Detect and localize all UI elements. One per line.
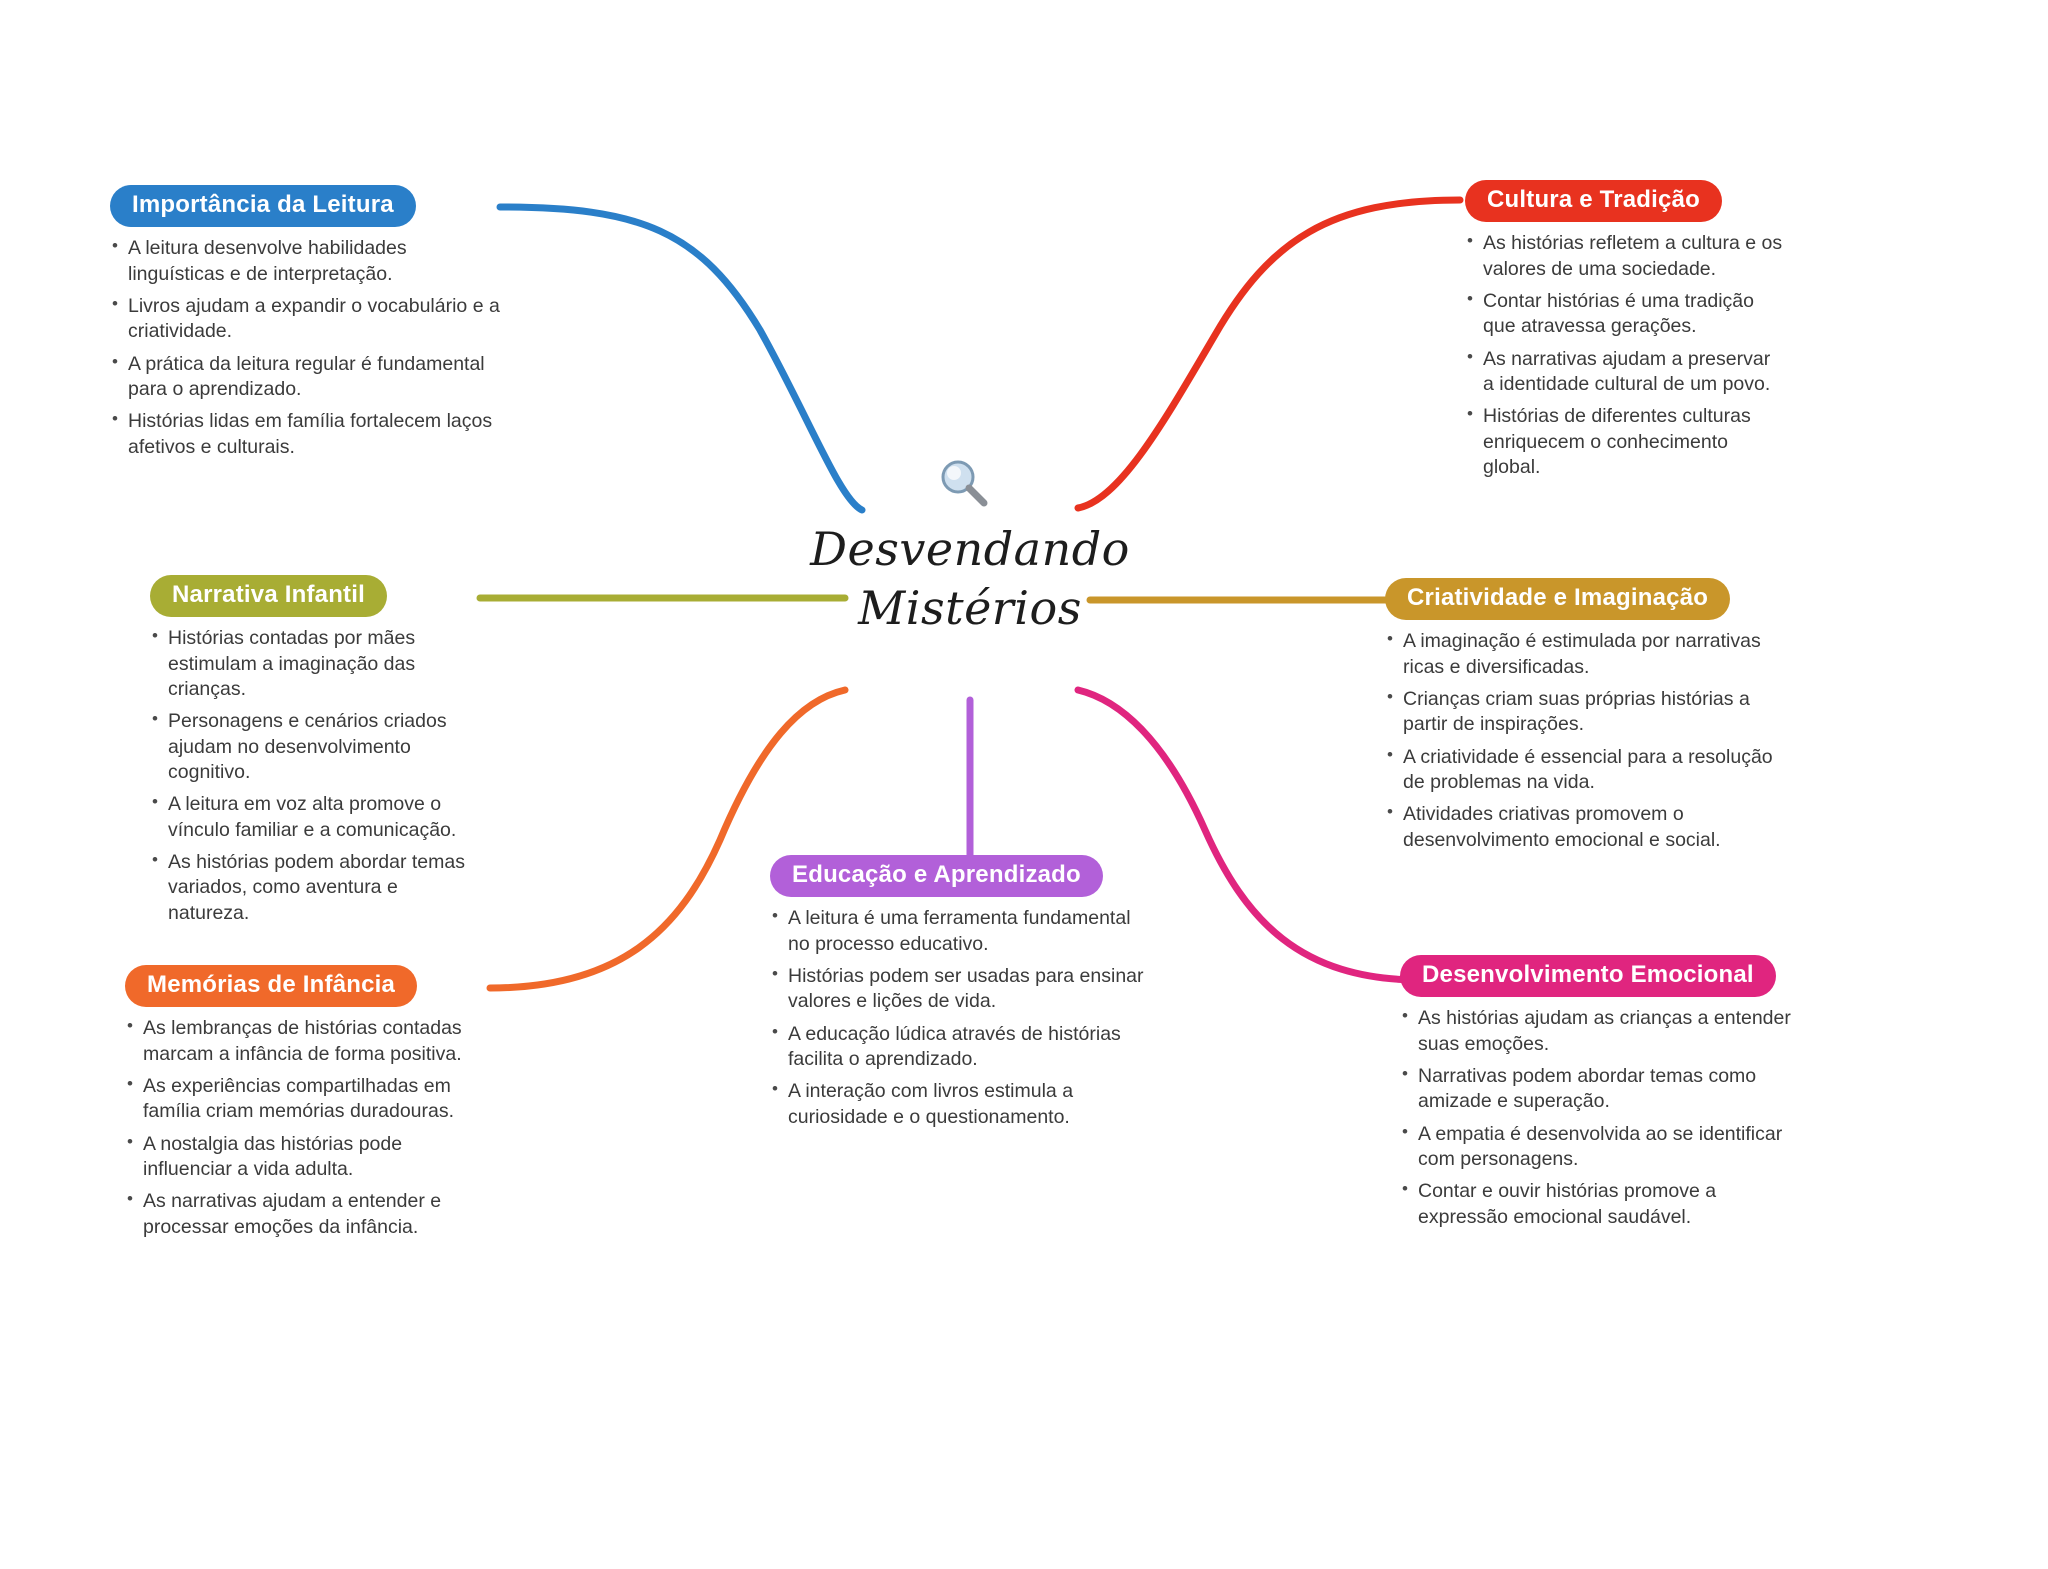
branch-label-importancia[interactable]: Importância da Leitura [110, 185, 416, 227]
list-item: • Histórias de diferentes culturas enriquecem o conhecimento global. [1465, 404, 1785, 480]
list-item: • As lembranças de histórias contadas marcam a infância de forma positiva. [125, 1016, 485, 1067]
branch-narrativa-infantil[interactable] [150, 575, 480, 933]
list-item: • Personagens e cenários criados ajudam no desenvolvimento cognitivo. [150, 709, 480, 785]
list-item: • Contar histórias é uma tradição que atravessa gerações. [1465, 289, 1785, 340]
branch-items-cultura [1465, 231, 1785, 480]
list-item: • A leitura desenvolve habilidades linguísticas e de interpretação. [110, 236, 500, 287]
list-item: • A criatividade é essencial para a resolução de problemas na vida. [1385, 745, 1785, 796]
branch-items-importancia [110, 236, 500, 460]
list-item: • A nostalgia das histórias pode influenciar a vida adulta. [125, 1132, 485, 1183]
list-item: • A leitura é uma ferramenta fundamental no processo educativo. [770, 906, 1150, 957]
list-item: • Contar e ouvir histórias promove a expressão emocional saudável. [1400, 1179, 1800, 1230]
list-item: • Livros ajudam a expandir o vocabulário e a criatividade. [110, 294, 500, 345]
branch-items-desenvolvimento [1400, 1006, 1800, 1230]
list-item: • As experiências compartilhadas em família criam memórias duradouras. [125, 1074, 485, 1125]
branch-criatividade-e-imaginacao[interactable] [1385, 578, 1785, 860]
branch-label-cultura[interactable]: Cultura e Tradição [1465, 180, 1722, 222]
branch-cultura-e-tradicao[interactable] [1465, 180, 1785, 487]
list-item: • As narrativas ajudam a entender e processar emoções da infância. [125, 1189, 485, 1240]
center-title-line2: Mistérios [858, 580, 1082, 635]
branch-items-memorias [125, 1016, 485, 1240]
branch-label-desenvolvimento[interactable]: Desenvolvimento Emocional [1400, 955, 1776, 997]
branch-items-educacao [770, 906, 1150, 1130]
branch-label-criatividade[interactable]: Criatividade e Imaginação [1385, 578, 1730, 620]
branch-importancia-da-leitura[interactable] [110, 185, 500, 467]
branch-memorias-de-infancia[interactable] [125, 965, 485, 1247]
branch-educacao-e-aprendizado[interactable] [770, 855, 1150, 1137]
list-item: • A educação lúdica através de histórias facilita o aprendizado. [770, 1022, 1150, 1073]
list-item: • Histórias lidas em família fortalecem laços afetivos e culturais. [110, 409, 500, 460]
list-item: • Atividades criativas promovem o desenvolvimento emocional e social. [1385, 802, 1785, 853]
list-item: • Histórias contadas por mães estimulam a imaginação das crianças. [150, 626, 480, 702]
list-item: • As histórias podem abordar temas variados, como aventura e natureza. [150, 850, 480, 926]
branch-desenvolvimento-emocional[interactable] [1400, 955, 1800, 1237]
branch-label-narrativa[interactable]: Narrativa Infantil [150, 575, 387, 617]
branch-items-narrativa [150, 626, 480, 926]
list-item: • A imaginação é estimulada por narrativas ricas e diversificadas. [1385, 629, 1785, 680]
list-item: • Crianças criam suas próprias histórias a partir de inspirações. [1385, 687, 1785, 738]
connector-cultura [1078, 200, 1460, 508]
list-item: • As histórias ajudam as crianças a entender suas emoções. [1400, 1006, 1800, 1057]
branch-label-educacao[interactable]: Educação e Aprendizado [770, 855, 1103, 897]
list-item: • A leitura em voz alta promove o vínculo familiar e a comunicação. [150, 792, 480, 843]
branch-items-criatividade [1385, 629, 1785, 853]
magnifying-glass-icon [935, 455, 991, 511]
list-item: • Histórias podem ser usadas para ensinar valores e lições de vida. [770, 964, 1150, 1015]
list-item: • As histórias refletem a cultura e os valores de uma sociedade. [1465, 231, 1785, 282]
list-item: • Narrativas podem abordar temas como amizade e superação. [1400, 1064, 1800, 1115]
page-title [770, 520, 1170, 638]
list-item: • A interação com livros estimula a curiosidade e o questionamento. [770, 1079, 1150, 1130]
center-title-line1: Desvendando [810, 522, 1130, 576]
list-item: • A empatia é desenvolvida ao se identificar com personagens. [1400, 1122, 1800, 1173]
connector-importancia [500, 207, 862, 510]
list-item: • A prática da leitura regular é fundamental para o aprendizado. [110, 352, 500, 403]
list-item: • As narrativas ajudam a preservar a identidade cultural de um povo. [1465, 347, 1785, 398]
branch-label-memorias[interactable]: Memórias de Infância [125, 965, 417, 1007]
